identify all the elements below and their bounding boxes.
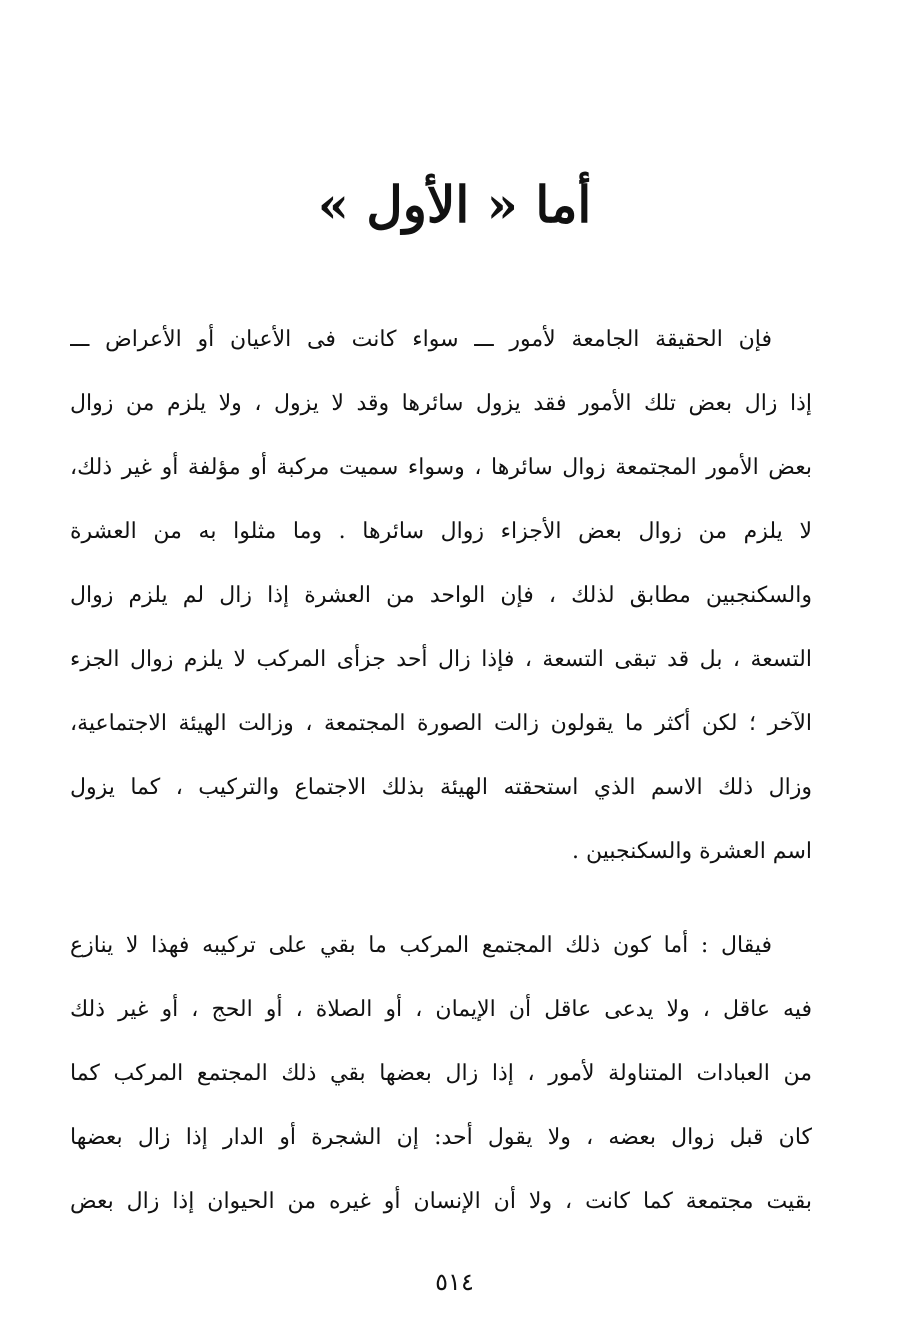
page-number: ٥١٤ — [435, 1268, 474, 1296]
text-line: فيقال : أما كون ذلك المجتمع المركب ما بقي على تركيبه فهذا لا ينازع — [70, 933, 772, 958]
text-line: لا يلزم من زوال بعض الأجزاء زوال سائرها . وما مثلوا به من العشرة — [70, 519, 812, 544]
text-line: إذا زال بعض تلك الأمور فقد يزول سائرها وقد لا يزول ، ولا يلزم من زوال — [70, 391, 812, 416]
text-line: والسكنجبين مطابق لذلك ، فإن الواحد من العشرة إذا زال لم يلزم زوال — [70, 583, 812, 608]
text-line: فيه عاقل ، ولا يدعى عاقل أن الإيمان ، أو الصلاة ، أو الحج ، أو غير ذلك — [70, 997, 812, 1022]
text-line: اسم العشرة والسكنجبين . — [572, 839, 812, 864]
text-line: بعض الأمور المجتمعة زوال سائرها ، وسواء سميت مركبة أو مؤلفة أو غير ذلك، — [70, 455, 812, 480]
text-line: بقيت مجتمعة كما كانت ، ولا أن الإنسان أو غيره من الحيوان إذا زال بعض — [70, 1189, 812, 1214]
text-line: من العبادات المتناولة لأمور ، إذا زال بعضها بقي ذلك المجتمع المركب كما — [70, 1061, 812, 1086]
text-line: وزال ذلك الاسم الذي استحقته الهيئة بذلك الاجتماع والتركيب ، كما يزول — [70, 775, 812, 800]
text-line: كان قبل زوال بعضه ، ولا يقول أحد: إن الشجرة أو الدار إذا زال بعضها — [70, 1125, 812, 1150]
paragraph-second — [70, 914, 812, 1234]
text-line: فإن الحقيقة الجامعة لأمور ـــ سواء كانت فى الأعيان أو الأعراض ـــ — [70, 327, 772, 352]
paragraph-first — [70, 308, 812, 884]
text-line: الآخر ؛ لكن أكثر ما يقولون زالت الصورة المجتمعة ، وزالت الهيئة الاجتماعية، — [70, 711, 812, 736]
text-line: التسعة ، بل قد تبقى التسعة ، فإذا زال أحد جزأى المركب لا يلزم زوال الجزء — [70, 647, 812, 672]
section-title: أما « الأول » — [317, 175, 592, 234]
